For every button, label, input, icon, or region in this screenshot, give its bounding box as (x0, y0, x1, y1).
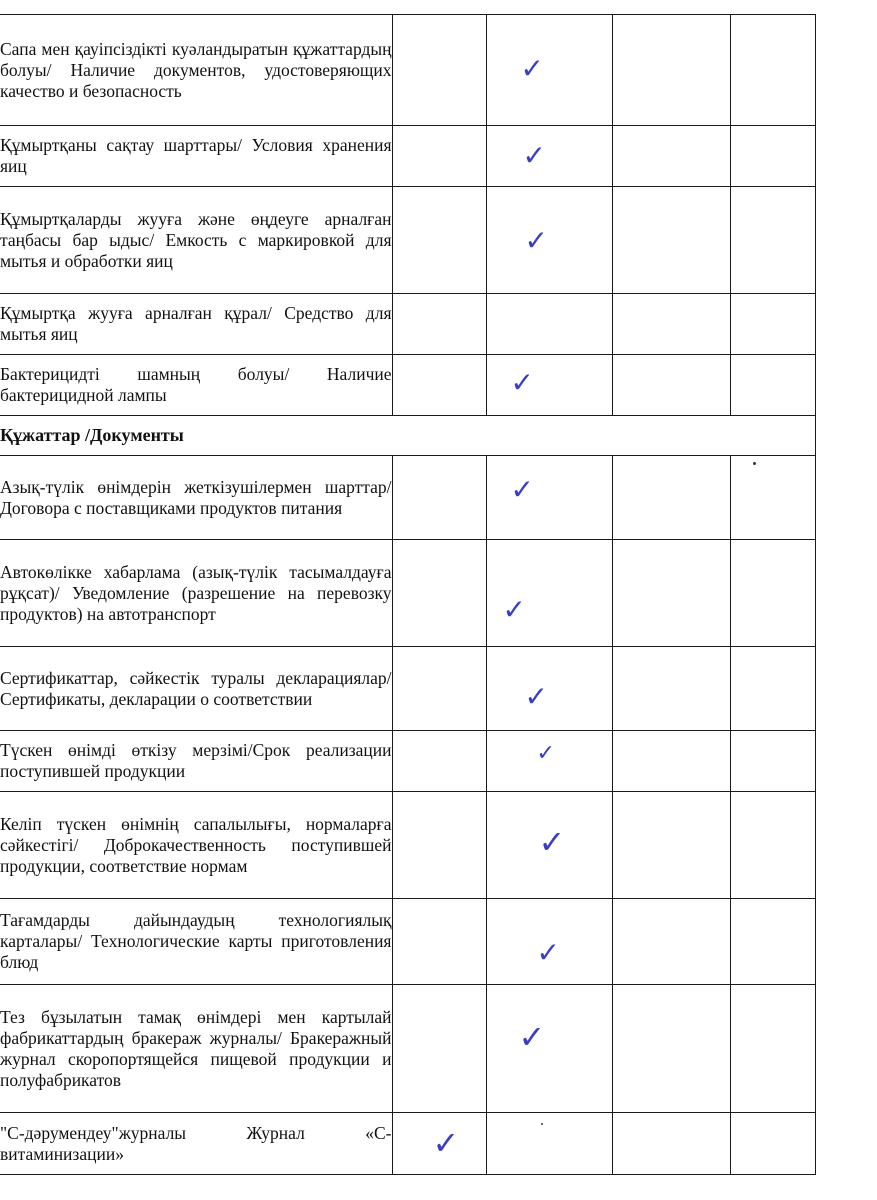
check-cell[interactable] (612, 792, 730, 899)
check-cell[interactable] (392, 187, 486, 294)
check-cell[interactable] (612, 187, 730, 294)
requirement-cell (0, 899, 392, 985)
check-cell[interactable] (392, 1113, 486, 1175)
table-row (0, 647, 815, 731)
check-cell[interactable] (612, 647, 730, 731)
check-mark-icon: ✓ (510, 473, 534, 506)
section-row (0, 416, 815, 456)
check-cell[interactable] (730, 126, 815, 187)
requirement-text: Құмыртқаларды жууға және өңдеуге арналған таңбасы бар ыдыс/ Емкость с маркировкой для мытья и обработки яиц (0, 208, 392, 271)
requirement-cell (0, 540, 392, 647)
requirement-text: Бактерицидті шамның болуы/ Наличие бактерицидной лампы (0, 364, 392, 405)
table-row (0, 985, 815, 1113)
check-mark-icon: ✓ (502, 593, 526, 626)
check-cell[interactable] (730, 540, 815, 647)
check-cell[interactable] (486, 792, 612, 899)
table-row (0, 899, 815, 985)
check-cell[interactable] (392, 647, 486, 731)
table-row (0, 792, 815, 899)
check-mark-icon: ✓ (520, 52, 544, 85)
check-cell[interactable] (730, 899, 815, 985)
check-cell[interactable] (392, 731, 486, 792)
check-cell[interactable] (392, 126, 486, 187)
check-cell[interactable] (612, 1113, 730, 1175)
check-mark-icon: ✓ (536, 936, 560, 969)
check-cell[interactable] (486, 731, 612, 792)
check-cell[interactable] (612, 126, 730, 187)
check-mark-icon: ✓ (524, 680, 548, 713)
requirement-text: Тағамдарды дайындаудың технологиялық карталары/ Технологические карты приготовления блюд (0, 910, 392, 972)
check-cell[interactable] (612, 540, 730, 647)
check-cell[interactable] (486, 355, 612, 416)
check-mark-icon: ✓ (518, 1018, 546, 1056)
table-row (0, 294, 815, 355)
check-cell[interactable] (486, 126, 612, 187)
requirement-cell (0, 985, 392, 1113)
check-cell[interactable] (392, 355, 486, 416)
check-cell[interactable] (486, 456, 612, 540)
requirement-cell (0, 355, 392, 416)
check-cell[interactable] (392, 985, 486, 1113)
check-mark-icon: ✓ (522, 139, 546, 172)
check-cell[interactable] (730, 456, 815, 540)
check-cell[interactable] (730, 985, 815, 1113)
check-mark-icon: ✓ (432, 1124, 460, 1162)
check-mark-icon: ✓ (538, 823, 566, 861)
table-row (0, 187, 815, 294)
check-mark-icon: ✓ (536, 741, 555, 766)
check-cell[interactable] (730, 792, 815, 899)
requirement-cell (0, 15, 392, 126)
check-cell[interactable] (392, 540, 486, 647)
check-cell[interactable] (612, 731, 730, 792)
requirement-text: Құмыртқа жууға арналған құрал/ Средство для мытья яиц (0, 303, 392, 344)
requirement-cell (0, 731, 392, 792)
check-cell[interactable] (486, 1113, 612, 1175)
requirement-text: Құмыртқаны сақтау шарттары/ Условия хранения яиц (0, 135, 392, 176)
check-cell[interactable] (730, 647, 815, 731)
check-cell[interactable] (730, 15, 815, 126)
requirement-cell (0, 294, 392, 355)
table-row (0, 15, 815, 126)
check-cell[interactable] (392, 899, 486, 985)
table-row (0, 355, 815, 416)
requirement-text: "С-дәрумендеу"журналы Журнал «С-витаминизации» (0, 1122, 392, 1164)
table-row (0, 126, 815, 187)
requirement-text: Келіп түскен өнімнің сапалылығы, нормаларға сәйкестігі/ Доброкачественность поступившей продукции, соответствие нормам (0, 813, 392, 876)
checklist-table (0, 14, 816, 1175)
check-cell[interactable] (392, 294, 486, 355)
table-row (0, 731, 815, 792)
check-cell[interactable] (612, 456, 730, 540)
requirement-text: Тез бұзылатын тамақ өнімдері мен картылай фабрикаттардың бракераж журналы/ Бракеражный журнал скоропортящейся пищевой продукции и полуфабрикатов (0, 1006, 392, 1090)
section-title: Құжаттар /Документы (0, 416, 815, 456)
check-cell[interactable] (730, 187, 815, 294)
requirement-text: Сапа мен қауіпсіздікті куәландыратын құжаттардың болуы/ Наличие документов, удостоверяющих качество и безопасность (0, 38, 392, 101)
check-cell[interactable] (392, 792, 486, 899)
check-cell[interactable] (730, 294, 815, 355)
requirement-cell (0, 126, 392, 187)
requirement-text: Сертификаттар, сәйкестік туралы декларациялар/Сертификаты, декларации о соответствии (0, 667, 392, 709)
check-cell[interactable] (730, 355, 815, 416)
check-cell[interactable] (486, 540, 612, 647)
check-cell[interactable] (612, 355, 730, 416)
check-cell[interactable] (486, 647, 612, 731)
table-row (0, 456, 815, 540)
check-cell[interactable] (486, 899, 612, 985)
check-mark-icon: ✓ (524, 224, 548, 257)
check-mark-icon: ✓ (510, 366, 534, 399)
requirement-cell (0, 456, 392, 540)
check-cell[interactable] (612, 294, 730, 355)
requirement-cell (0, 187, 392, 294)
ink-dot (753, 462, 756, 465)
requirement-cell (0, 647, 392, 731)
requirement-text: Автокөлікке хабарлама (азық-түлік тасымалдауға рұқсат)/ Уведомление (разрешение на перевозку продуктов) на автотранспорт (0, 561, 392, 624)
check-cell[interactable] (730, 1113, 815, 1175)
check-cell[interactable] (612, 899, 730, 985)
ink-dot (541, 1123, 543, 1125)
check-cell[interactable] (392, 456, 486, 540)
requirement-cell (0, 1113, 392, 1175)
check-cell[interactable] (486, 294, 612, 355)
check-cell[interactable] (486, 985, 612, 1113)
table-row (0, 1113, 815, 1175)
table-row (0, 540, 815, 647)
check-cell[interactable] (612, 15, 730, 126)
check-cell[interactable] (392, 15, 486, 126)
requirement-cell (0, 792, 392, 899)
requirement-text: Түскен өнімді өткізу мерзімі/Срок реализации поступившей продукции (0, 740, 392, 781)
requirement-text: Азық-түлік өнімдерін жеткізушілермен шарттар/ Договора с поставщиками продуктов питания (0, 476, 392, 518)
check-cell[interactable] (486, 187, 612, 294)
check-cell[interactable] (730, 731, 815, 792)
check-cell[interactable] (486, 15, 612, 126)
check-cell[interactable] (612, 985, 730, 1113)
